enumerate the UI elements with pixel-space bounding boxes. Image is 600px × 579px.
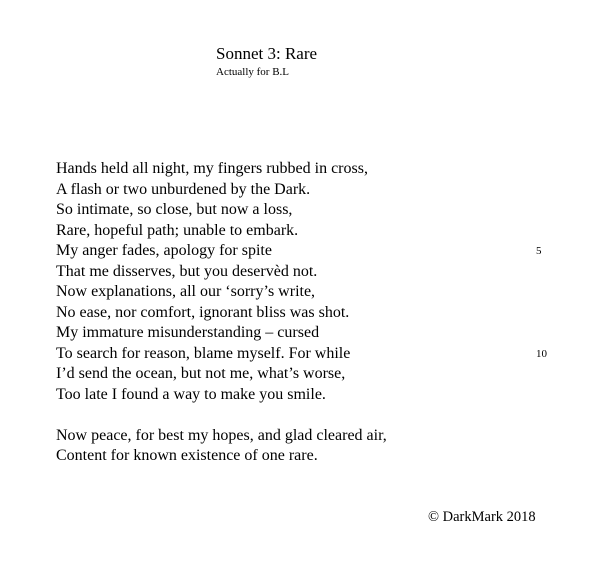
poem-line xyxy=(56,303,556,324)
line-number: 10 xyxy=(536,347,547,360)
stanza-1 xyxy=(56,159,556,405)
line-text: Too late I found a way to make you smile. xyxy=(56,385,326,403)
line-text: Rare, hopeful path; unable to embark. xyxy=(56,221,299,239)
stanza-2-couplet xyxy=(56,426,556,467)
line-text: I’d send the ocean, but not me, what’s worse, xyxy=(56,365,346,382)
poem-line xyxy=(56,282,556,303)
poem-line xyxy=(56,200,556,221)
poem-line xyxy=(56,221,556,242)
line-text: Hands held all night, my fingers rubbed in cross, xyxy=(56,160,368,177)
line-text: My immature misunderstanding – cursed xyxy=(56,324,320,341)
line-text: That me disserves, but you deservèd not. xyxy=(56,262,318,280)
poem-line xyxy=(56,262,556,283)
poem-title: Sonnet 3: Rare xyxy=(216,44,318,63)
line-text: So intimate, so close, but now a loss, xyxy=(56,201,293,218)
copyright-notice: © DarkMark 2018 xyxy=(428,509,536,525)
line-text: To search for reason, blame myself. For while xyxy=(56,344,351,362)
line-number: 5 xyxy=(536,245,542,257)
poem-line xyxy=(56,364,556,385)
poem-line xyxy=(56,159,556,180)
line-text: Content for known existence of one rare. xyxy=(56,447,318,464)
poem-line xyxy=(56,241,556,262)
line-text: Now peace, for best my hopes, and glad cleared air, xyxy=(56,426,387,444)
poem-line xyxy=(56,446,556,467)
line-text: A flash or two unburdened by the Dark. xyxy=(56,180,311,198)
poem-body xyxy=(56,159,556,467)
poem-line xyxy=(56,344,556,365)
poem-line xyxy=(56,385,556,406)
poem-dedication: Actually for B.L xyxy=(216,66,290,78)
poem-line xyxy=(56,426,556,447)
poem-line xyxy=(56,180,556,201)
line-text: Now explanations, all our ‘sorry’s write, xyxy=(56,283,316,300)
line-text: No ease, nor comfort, ignorant bliss was shot. xyxy=(56,303,350,321)
poem-line xyxy=(56,323,556,344)
line-text: My anger fades, apology for spite xyxy=(56,242,272,259)
